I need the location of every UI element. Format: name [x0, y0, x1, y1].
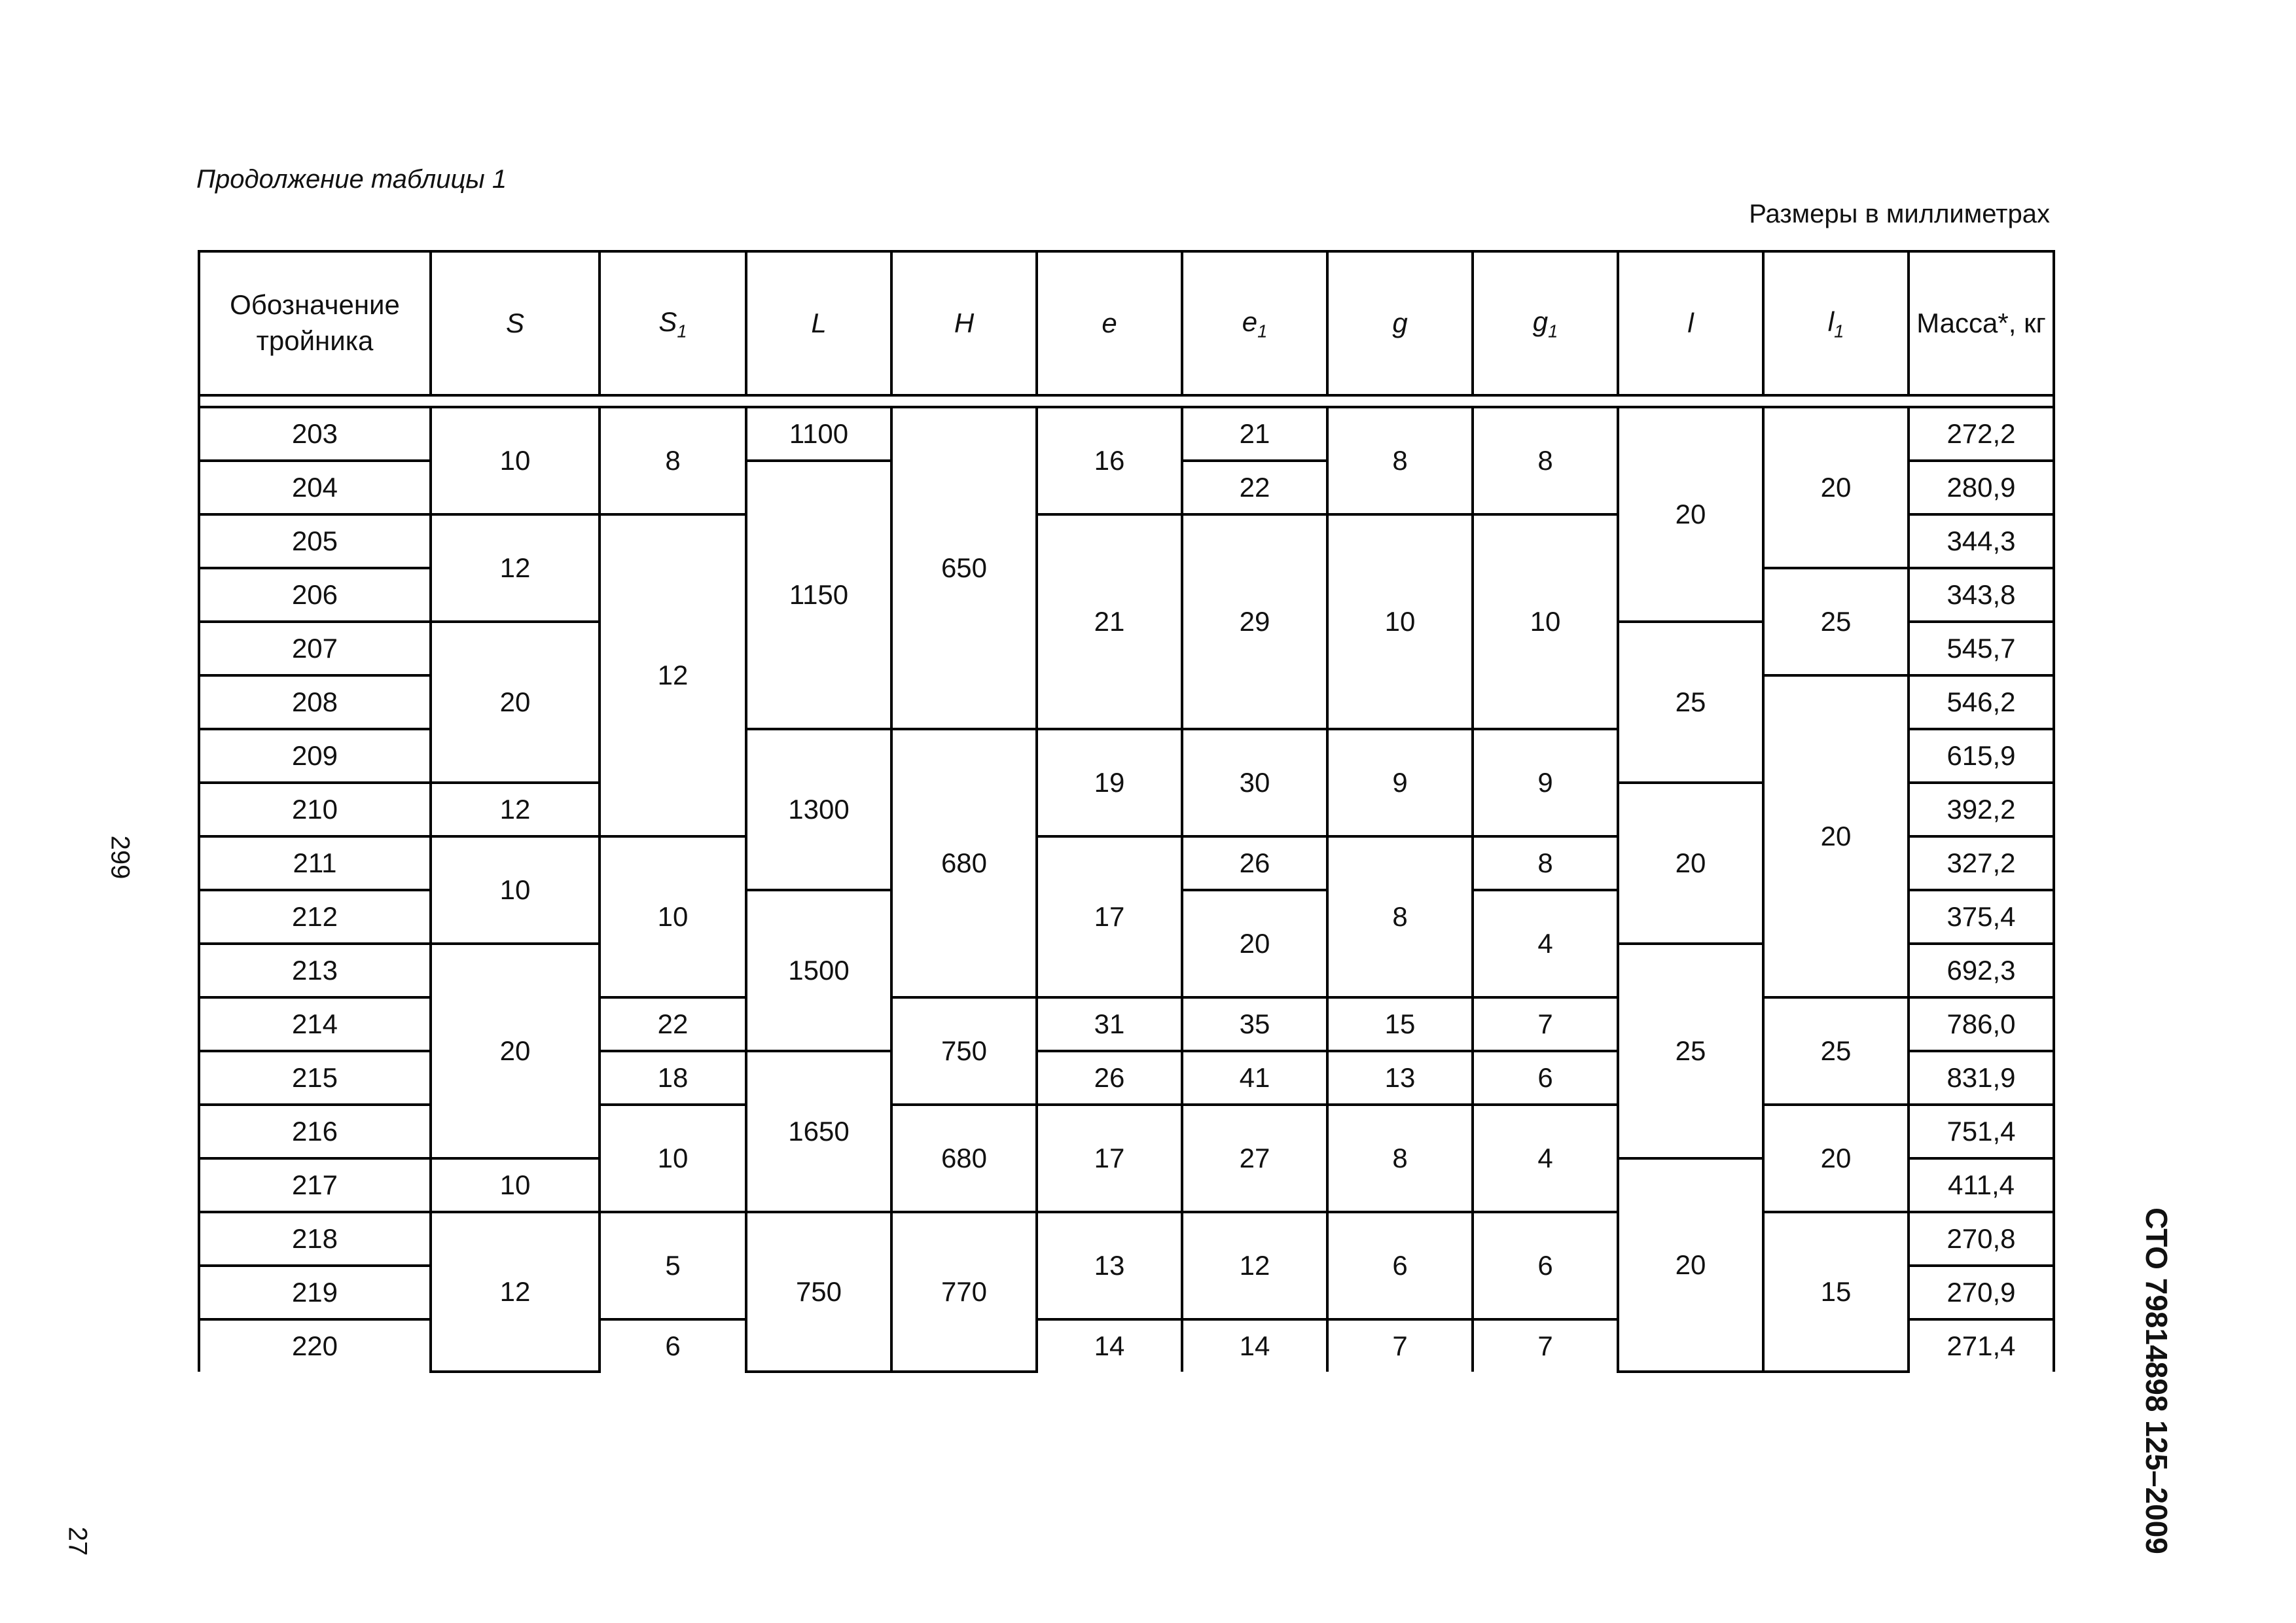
- cell-l: 1650: [746, 1051, 891, 1212]
- cell-s: 10: [431, 1158, 600, 1212]
- table-row: [199, 407, 2054, 461]
- header-designation: Обозначение тройника: [199, 251, 431, 395]
- cell-id: 215: [199, 1051, 431, 1105]
- cell-l: 1150: [746, 461, 891, 729]
- cell-e1: 20: [1182, 890, 1327, 997]
- cell-g: 7: [1327, 1319, 1473, 1372]
- cell-mass: 392,2: [1909, 783, 2054, 836]
- table-body: [199, 407, 2054, 1372]
- cell-g: 6: [1327, 1212, 1473, 1319]
- cell-s1: 18: [600, 1051, 746, 1105]
- cell-e: 13: [1037, 1212, 1182, 1319]
- cell-g: 15: [1327, 997, 1473, 1051]
- units-note: Размеры в миллиметрах: [1749, 200, 2050, 228]
- header-l: [746, 251, 891, 395]
- cell-id: 216: [199, 1105, 431, 1158]
- cell-id: 205: [199, 514, 431, 568]
- cell-id: 218: [199, 1212, 431, 1266]
- cell-g1: 10: [1473, 514, 1618, 729]
- cell-s: 10: [431, 407, 600, 514]
- table-caption: Продолжение таблицы 1: [196, 165, 507, 194]
- cell-mass: 344,3: [1909, 514, 2054, 568]
- cell-e1: 26: [1182, 836, 1327, 890]
- cell-e: 16: [1037, 407, 1182, 514]
- cell-s1: 5: [600, 1212, 746, 1319]
- cell-e: 31: [1037, 997, 1182, 1051]
- cell-mass: 270,8: [1909, 1212, 2054, 1266]
- header-e-text: e: [1102, 307, 1117, 338]
- cell-h: 750: [891, 997, 1037, 1105]
- header-e1-sub: 1: [1257, 320, 1268, 341]
- cell-s: 10: [431, 836, 600, 944]
- cell-mass: 411,4: [1909, 1158, 2054, 1212]
- cell-id: 210: [199, 783, 431, 836]
- cell-e1: 22: [1182, 461, 1327, 514]
- header-s1: [600, 251, 746, 395]
- cell-l: 750: [746, 1212, 891, 1372]
- header-s1-sub: 1: [677, 320, 687, 341]
- cell-mass: 786,0: [1909, 997, 2054, 1051]
- header-g1-sub: 1: [1548, 320, 1558, 341]
- header-l1-sub: 1: [1834, 320, 1844, 341]
- cell-g1: 8: [1473, 407, 1618, 514]
- header-gap: [199, 395, 2054, 407]
- header-g: [1327, 251, 1473, 395]
- cell-e: 19: [1037, 729, 1182, 836]
- cell-g1: 8: [1473, 836, 1618, 890]
- header-h: [891, 251, 1037, 395]
- cell-e1: 12: [1182, 1212, 1327, 1319]
- cell-s1: 10: [600, 1105, 746, 1212]
- cell-g1: 9: [1473, 729, 1618, 836]
- cell-l1: 20: [1763, 407, 1909, 568]
- header-e1-text: e: [1242, 306, 1258, 337]
- cell-l1: 25: [1763, 997, 1909, 1105]
- cell-s1: 12: [600, 514, 746, 836]
- header-l1-text: l: [1827, 306, 1835, 337]
- cell-g: 8: [1327, 836, 1473, 997]
- cell-e1: 29: [1182, 514, 1327, 729]
- header-g-text: g: [1392, 307, 1408, 338]
- header-row: [199, 251, 2054, 395]
- cell-mass: 692,3: [1909, 944, 2054, 997]
- cell-id: 213: [199, 944, 431, 997]
- cell-mass: 545,7: [1909, 622, 2054, 675]
- cell-id: 220: [199, 1319, 431, 1372]
- header-l1: [1763, 251, 1909, 395]
- header-e: [1037, 251, 1182, 395]
- cell-mass: 615,9: [1909, 729, 2054, 783]
- cell-s: 12: [431, 514, 600, 622]
- cell-l1: 20: [1763, 675, 1909, 997]
- cell-h: 770: [891, 1212, 1037, 1372]
- header-s: [431, 251, 600, 395]
- cell-id: 217: [199, 1158, 431, 1212]
- cell-s: 20: [431, 622, 600, 783]
- cell-mass: 831,9: [1909, 1051, 2054, 1105]
- cell-e: 21: [1037, 514, 1182, 729]
- cell-g: 9: [1327, 729, 1473, 836]
- cell-id: 212: [199, 890, 431, 944]
- header-e1: [1182, 251, 1327, 395]
- cell-id: 208: [199, 675, 431, 729]
- cell-s1: 6: [600, 1319, 746, 1372]
- cell-g: 10: [1327, 514, 1473, 729]
- cell-id: 219: [199, 1266, 431, 1319]
- cell-l1: 20: [1763, 1105, 1909, 1212]
- side-page-number: 299: [105, 835, 135, 880]
- cell-id: 204: [199, 461, 431, 514]
- cell-mass: 343,8: [1909, 568, 2054, 622]
- header-l-small-text: l: [1687, 307, 1694, 338]
- cell-id: 209: [199, 729, 431, 783]
- cell-id: 207: [199, 622, 431, 675]
- header-g1-text: g: [1532, 306, 1549, 337]
- header-l-text: L: [811, 307, 827, 338]
- table-row: [199, 1212, 2054, 1266]
- cell-e1: 35: [1182, 997, 1327, 1051]
- header-g1: [1473, 251, 1618, 395]
- cell-e1: 30: [1182, 729, 1327, 836]
- cell-mass: 751,4: [1909, 1105, 2054, 1158]
- cell-mass: 375,4: [1909, 890, 2054, 944]
- cell-g1: 7: [1473, 997, 1618, 1051]
- cell-l: 1300: [746, 729, 891, 890]
- cell-h: 680: [891, 1105, 1037, 1212]
- bottom-page-number: 27: [63, 1526, 92, 1556]
- header-s-text: S: [505, 307, 524, 338]
- cell-s: 12: [431, 783, 600, 836]
- cell-mass: 327,2: [1909, 836, 2054, 890]
- cell-g: 13: [1327, 1051, 1473, 1105]
- cell-g: 8: [1327, 407, 1473, 514]
- header-h-text: H: [954, 307, 975, 338]
- dimensions-table: [198, 250, 2055, 1373]
- cell-e1: 21: [1182, 407, 1327, 461]
- cell-e: 17: [1037, 836, 1182, 997]
- cell-g1: 4: [1473, 890, 1618, 997]
- cell-l: 20: [1618, 783, 1763, 944]
- cell-l1: 25: [1763, 568, 1909, 675]
- cell-mass: 272,2: [1909, 407, 2054, 461]
- cell-g1: 6: [1473, 1051, 1618, 1105]
- cell-g1: 7: [1473, 1319, 1618, 1372]
- cell-e: 14: [1037, 1319, 1182, 1372]
- cell-s1: 22: [600, 997, 746, 1051]
- standard-code: СТО 79814898 125–2009: [2140, 1207, 2174, 1554]
- cell-l: 1500: [746, 890, 891, 1051]
- cell-l: 25: [1618, 944, 1763, 1158]
- cell-e1: 27: [1182, 1105, 1327, 1212]
- cell-s1: 10: [600, 836, 746, 997]
- cell-id: 206: [199, 568, 431, 622]
- cell-mass: 270,9: [1909, 1266, 2054, 1319]
- cell-e1: 41: [1182, 1051, 1327, 1105]
- cell-e: 17: [1037, 1105, 1182, 1212]
- header-l-small: [1618, 251, 1763, 395]
- cell-l1: 15: [1763, 1212, 1909, 1372]
- cell-g1: 4: [1473, 1105, 1618, 1212]
- header-gap-cell: [199, 395, 2054, 407]
- cell-id: 211: [199, 836, 431, 890]
- cell-h: 680: [891, 729, 1037, 997]
- cell-s1: 8: [600, 407, 746, 514]
- cell-l: 1100: [746, 407, 891, 461]
- header-mass: Масса*, кг: [1909, 251, 2054, 395]
- cell-id: 214: [199, 997, 431, 1051]
- cell-mass: 271,4: [1909, 1319, 2054, 1372]
- cell-l: 20: [1618, 1158, 1763, 1372]
- cell-e: 26: [1037, 1051, 1182, 1105]
- cell-e1: 14: [1182, 1319, 1327, 1372]
- header-s1-text: S: [658, 306, 677, 337]
- cell-g1: 6: [1473, 1212, 1618, 1319]
- cell-l: 20: [1618, 407, 1763, 622]
- cell-s: 20: [431, 944, 600, 1158]
- cell-l: 25: [1618, 622, 1763, 783]
- cell-id: 203: [199, 407, 431, 461]
- cell-mass: 280,9: [1909, 461, 2054, 514]
- cell-mass: 546,2: [1909, 675, 2054, 729]
- cell-h: 650: [891, 407, 1037, 729]
- cell-g: 8: [1327, 1105, 1473, 1212]
- cell-s: 12: [431, 1212, 600, 1372]
